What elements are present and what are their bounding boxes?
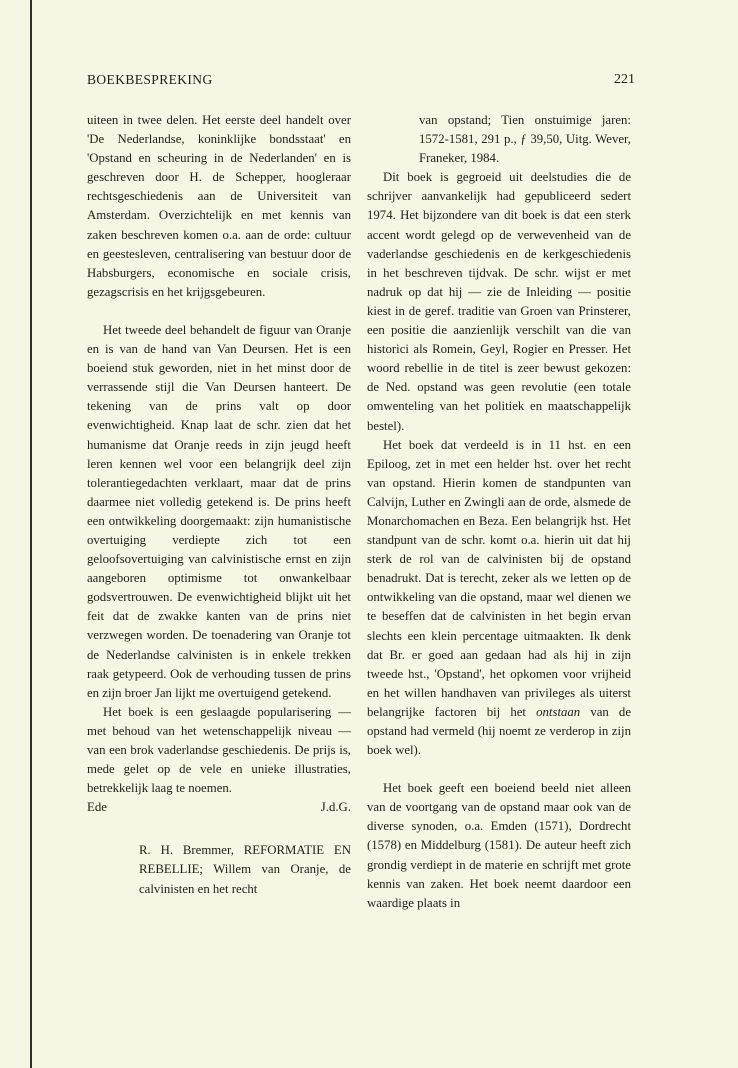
- right-column: [367, 111, 631, 913]
- italic-word: ontstaan: [536, 704, 581, 719]
- paragraph: Dit boek is gegroeid uit deelstudies die de schrijver aanvankelijk had gepubliceerd sedert 1974. Het bijzondere van dit boek is dat een sterk accent wordt gelegd op de verwevenheid van de vaderlandse geschiedenis en de kerkgeschiedenis in het beschreven tijdvak. De schr. wijst er met nadruk op dat hij — zie de Inleiding — positie kiest in de geref. traditie van Groen van Prinsterer, een positie die aanzienlijk verschilt van die van historici als Romein, Geyl, Rogier en Presser. Het woord rebellie in de titel is zeer bewust gekozen: de Ned. opstand was geen revolutie (een totale omwenteling van het politiek en maatschappelijk bestel).: [367, 170, 631, 433]
- page-edge-line: [30, 0, 32, 1068]
- paragraph: Het boek geeft een boeiend beeld niet alleen van de voortgang van de opstand maar ook van de diverse synoden, o.a. Emden (1571), Dordrecht (1578) en Middelburg (1581). De auteur heeft zich grondig verdiept in de materie en schrijft met grote kennis van zaken. Het boek neemt daardoor een waardige plaats in: [367, 781, 631, 910]
- signoff-initials: J.d.G.: [320, 800, 351, 815]
- paragraph-text: van de opstand had vermeld (hij noemt ze verderop in zijn boek wel).: [367, 704, 632, 758]
- section-title: BOEKBESPREKING: [87, 72, 213, 87]
- review-signoff: [87, 798, 351, 817]
- paragraph: uiteen in twee delen. Het eerste deel handelt over 'De Nederlandse, koninklijke bondsstaat' en 'Opstand en scheuring in de Nederlanden' en is geschreven door H. de Schepper, hoogleraar rechtsgeschiedenis aan de Universiteit van Amsterdam. Overzichtelijk en met kennis van zaken beschreven komen o.a. aan de orde: cultuur en geestesleven, centralisering van bestuur door de Habsburgers, economische en sociale crisis, gezagscrisis en het krijgsgebeuren.: [87, 113, 351, 299]
- paragraph: Het boek is een geslaagde popularisering — met behoud van het wetenschappelijk niveau — van een brok vaderlandse geschiedenis. De prijs is, mede gelet op de vele en unieke illustraties, betrekkelijk laag te noemen.: [87, 704, 351, 796]
- page-number: 221: [614, 72, 635, 87]
- paragraph: [367, 436, 631, 761]
- paragraph-text: Het boek dat verdeeld is in 11 hst. en een Epiloog, zet in met een helder hst. over het recht van opstand. Hierin komen de standpunten van Calvijn, Luther en Zwingli aan de orde, alsmede de Monarchomachen en Beza. Een belangrijk hst. Het standpunt van de schr. komt o.a. hierin uit dat hij sterk de rol van de calvinisten bij de opstand benadrukt. Dat is terecht, zeker als we letten op de ontwikkeling van die opstand, maar wel dienen we te beseffen dat de calvinisten in het begin ervan slechts een klein percentage uitmaakten. Ik denk dat Br. er goed aan gedaan had als hij in zijn tweede hst., 'Opstand', het opkomen voor vrijheid en het willen handhaven van privileges als uiterst belangrijke factoren bij het: [367, 437, 631, 719]
- left-column: [87, 111, 351, 899]
- bibliographic-entry-continued: van opstand; Tien onstuimige jaren: 1572-1581, 291 p., ƒ 39,50, Uitg. Wever, Franeker, 1984.: [419, 113, 631, 166]
- paragraph: Het tweede deel behandelt de figuur van Oranje en is van de hand van Van Deursen. Het is een boeiend stuk geworden, niet in het minst door de verrassende stijl die Van Deursen hanteert. De tekening van de prins valt op door evenwichtigheid. Knap laat de schr. zien dat het humanisme dat Oranje reeds in zijn jeugd heeft leren kennen wel voor een belangrijk deel zijn tolerantiegedachten verklaart, maar dat de prins daarmee niet volledig getekend is. De prins heeft een ontwikkeling doorgemaakt: zijn humanistische overtuiging verdiepte zich tot een geloofsovertuiging van calvinistische ernst en zijn aangeboren optimisme tot onwankelbaar godsvertrouwen. De evenwichtigheid blijkt uit het feit dat de zwakke kanten van de prins niet verzwegen worden. De toenadering van Oranje tot de Nederlandse calvinisten is in enkele trekken raak getypeerd. Ook de verhouding tussen de prins en zijn broer Jan lijkt me overtuigend getekend.: [87, 322, 351, 700]
- bibliographic-entry: R. H. Bremmer, REFORMATIE EN REBELLIE; Willem van Oranje, de calvinisten en het recht: [139, 843, 351, 896]
- signoff-place: Ede: [87, 800, 107, 815]
